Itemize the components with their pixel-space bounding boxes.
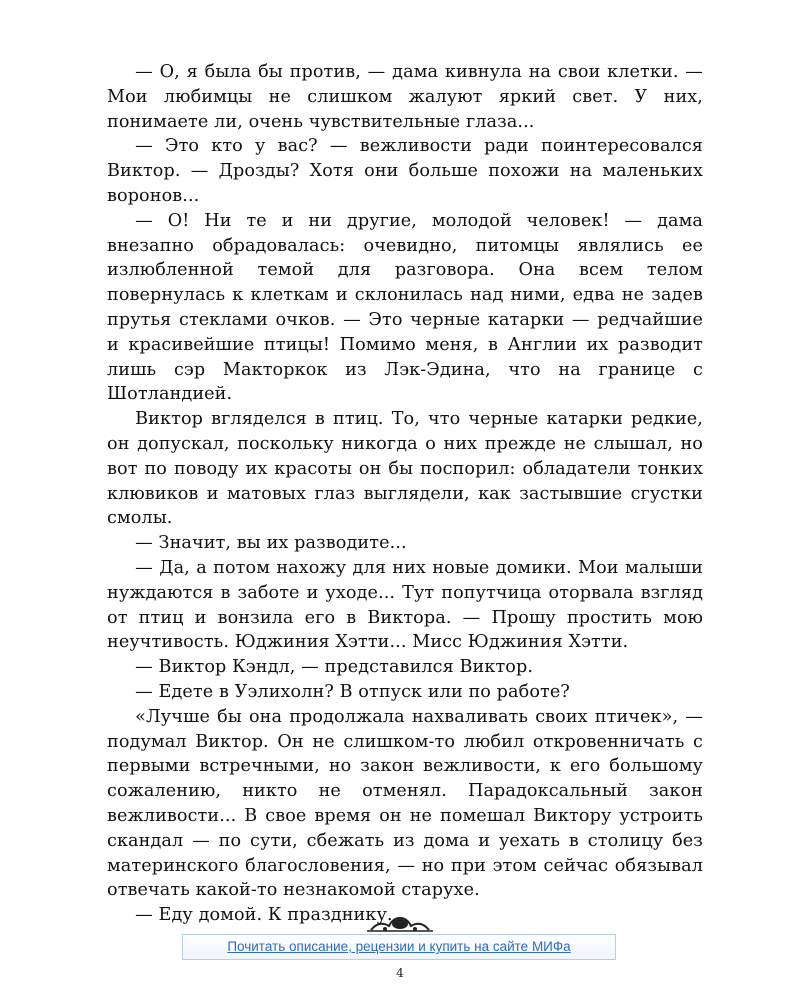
paragraph: — О, я была бы против, — дама кивнула на свои клетки. — Мои любимцы не слишком жалуют яркий свет. У них, понимаете ли, очень чувствительные глаза...: [107, 62, 703, 132]
paragraph: — Это кто у вас? — вежливости ради поинтересовался Виктор. — Дрозды? Хотя они больше похожи на маленьких воронов...: [107, 136, 703, 206]
paragraph: Виктор вгляделся в птиц. То, что черные катарки редкие, он допускал, поскольку никогда о них прежде не слышал, но вот по поводу их красоты он бы поспорил: обладатели тонких клювиков и матовых глаз выглядели, как застывшие сгустки смолы.: [107, 409, 703, 529]
paragraph: — Да, а потом нахожу для них новые домики. Мои малыши нуждаются в заботе и уходе... Тут попутчица оторвала взгляд от птиц и вонзила его в Виктора. — Прошу простить мою неучтивость. Юджиния Хэтти... Мисс Юджиния Хэтти.: [107, 557, 703, 653]
paragraph: — Виктор Кэндл, — представился Виктор.: [135, 657, 534, 678]
paragraph: — О! Ни те и ни другие, молодой человек! — дама внезапно обрадовалась: очевидно, питомцы являлись ее излюбленной темой для разговора. Она всем телом повернулась к клеткам и склонилась над ними, едва не задев прутья стеклами очков. — Это черные катарки — редчайшие и красивейшие птицы! Помимо меня, в Англии их разводит лишь сэр Макторкок из Лэк-Эдина, что на границе с Шотландией.: [107, 210, 703, 405]
paragraph: — Едете в Уэлихолн? В отпуск или по работе?: [135, 681, 570, 702]
buy-on-mif-link[interactable]: Почитать описание, рецензии и купить на сайте МИФа: [182, 934, 616, 960]
paragraph: — Еду домой. К празднику.: [135, 905, 393, 926]
paragraph: «Лучше бы она продолжала нахваливать своих птичек», — подумал Виктор. Он не слишком-то любил откровенничать с первыми встречными, но закон вежливости, к его большому сожалению, никто не отменял. Парадоксальный закон вежливости... В свое время он не помешал Виктору устроить скандал — по сути, сбежать из дома и уехать в столицу без материнского благословения, — но при этом сейчас обязывал отвечать какой-то незнакомой старухе.: [107, 706, 703, 901]
chapter-ornament-icon: [365, 910, 435, 934]
book-page-text: [107, 60, 703, 928]
paragraph: — Значит, вы их разводите...: [135, 533, 407, 554]
page-number: 4: [396, 966, 404, 980]
